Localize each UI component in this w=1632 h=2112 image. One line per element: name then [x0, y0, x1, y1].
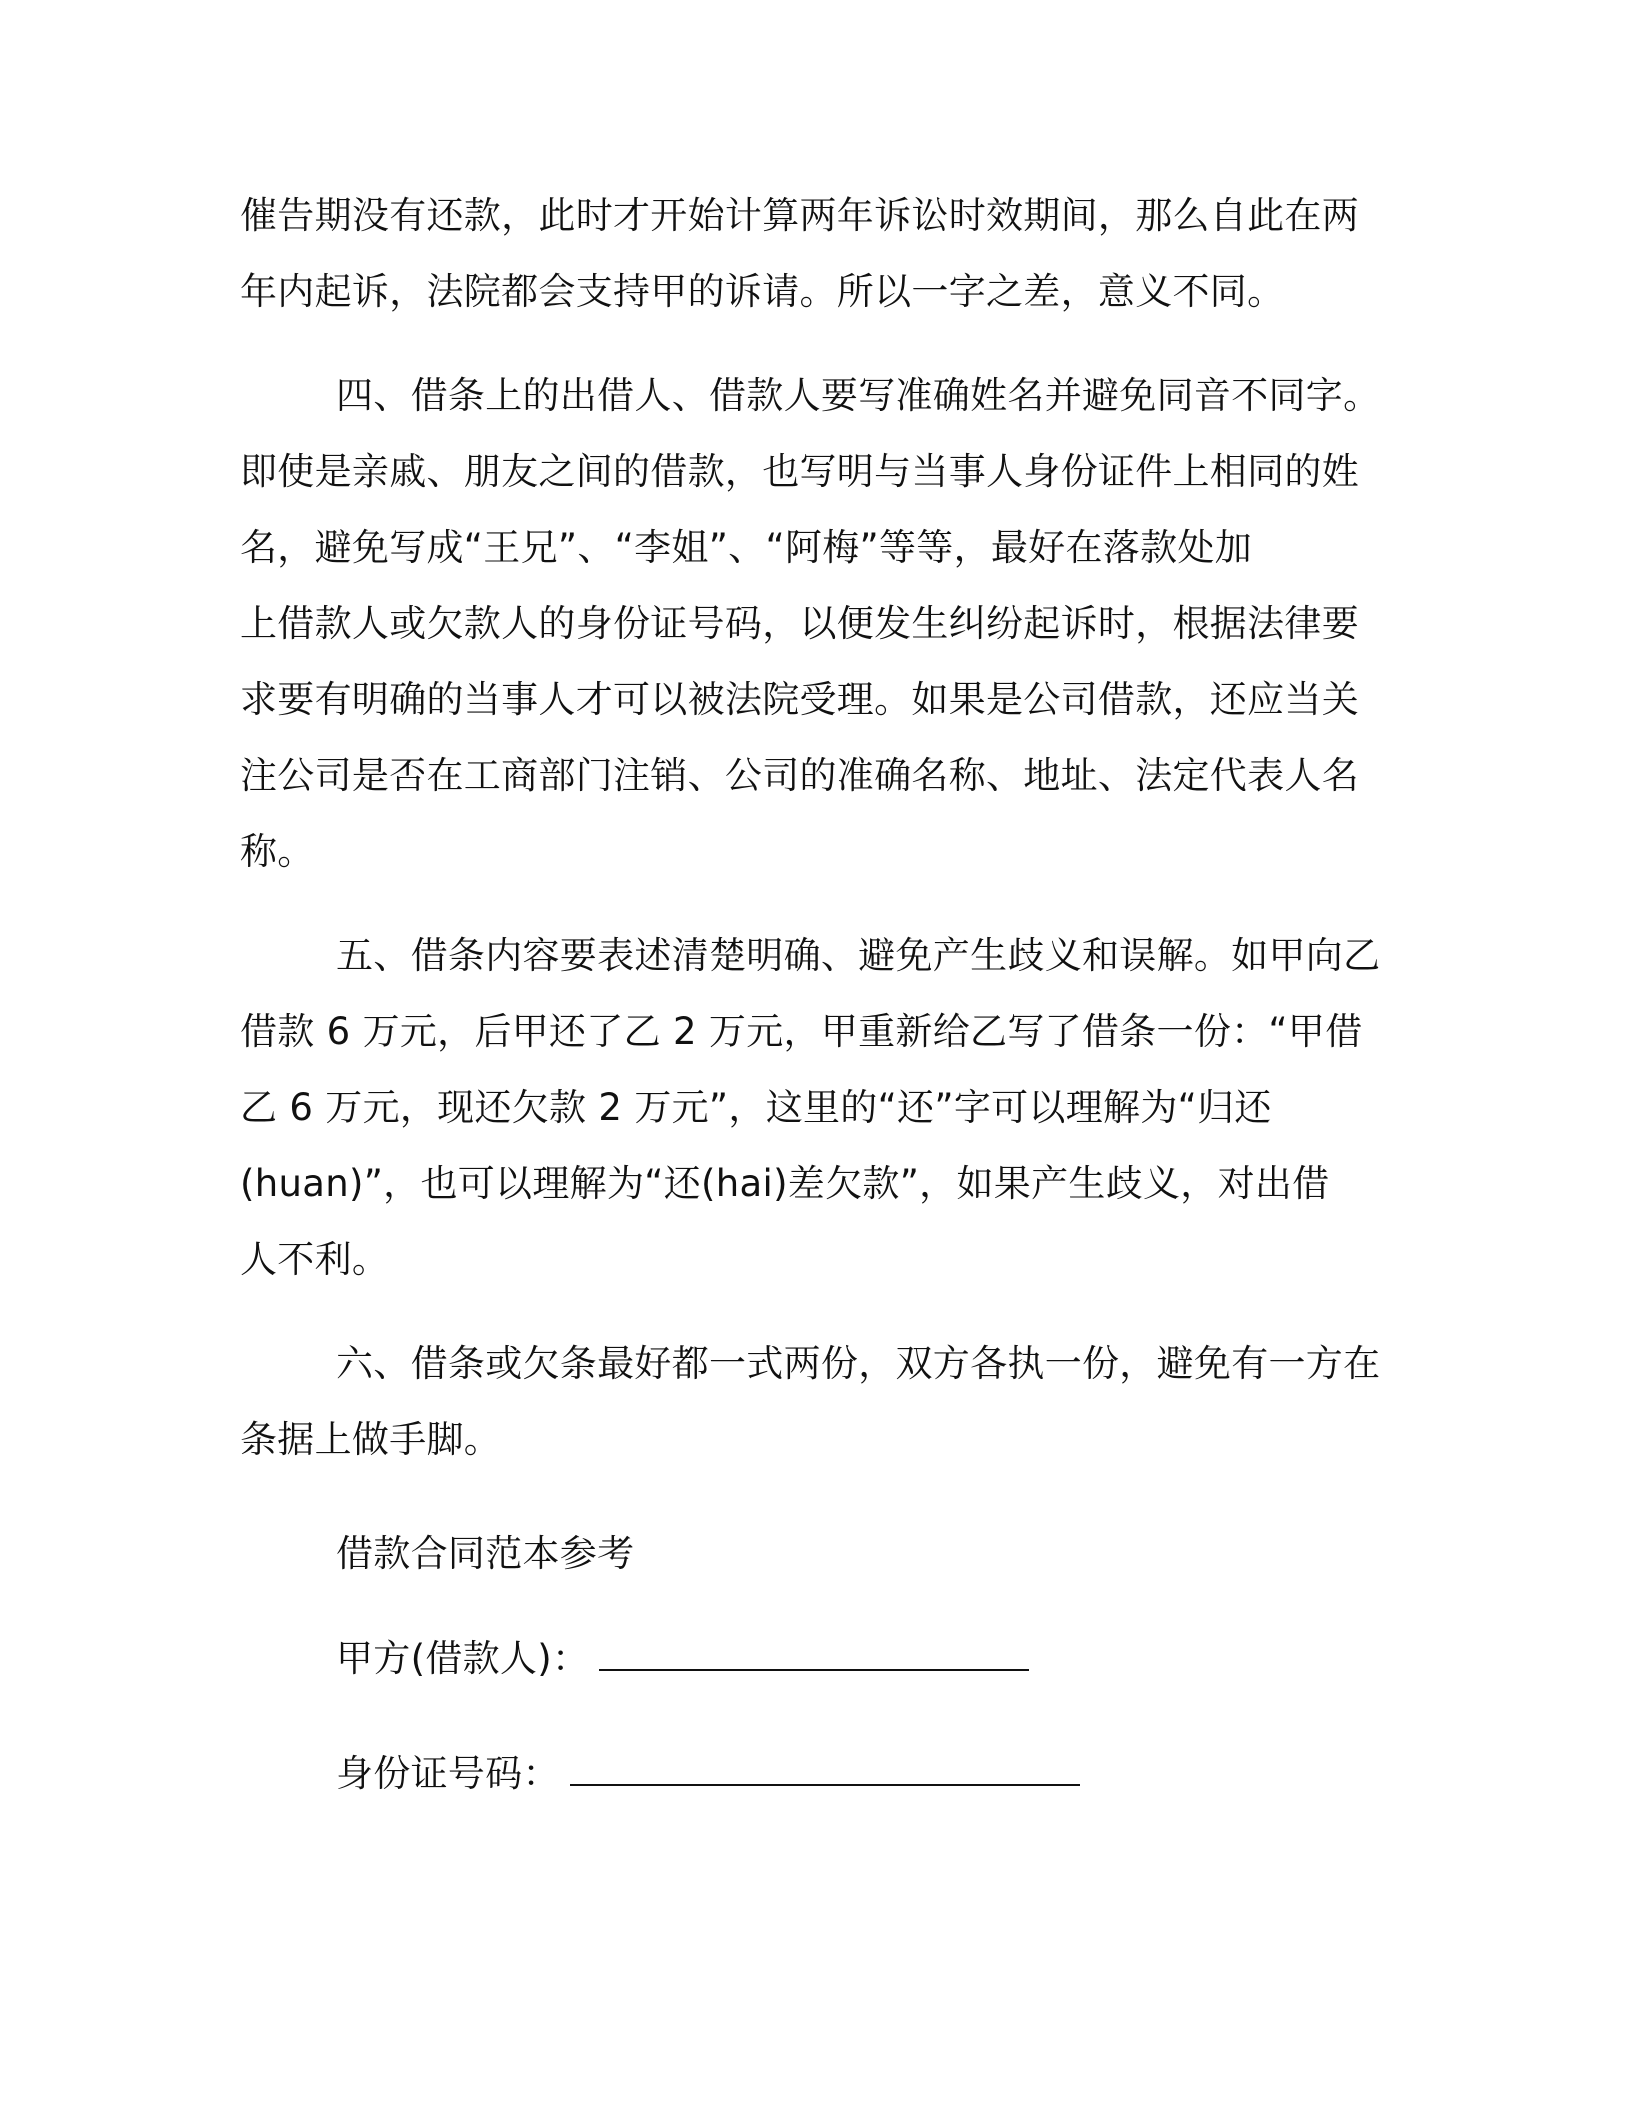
paragraph-6-line-2: 条据上做手脚。 — [240, 1418, 502, 1461]
contract-heading: 借款合同范本参考 — [336, 1532, 635, 1575]
paragraph-4-line-5: 求要有明确的当事人才可以被法院受理。如果是公司借款，还应当关 — [240, 678, 1359, 721]
paragraph-4-line-2: 即使是亲戚、朋友之间的借款，也写明与当事人身份证件上相同的姓 — [240, 450, 1359, 493]
paragraph-5-line-1: 五、借条内容要表述清楚明确、避免产生歧义和误解。如甲向乙 — [336, 934, 1381, 977]
paragraph-5-line-5: 人不利。 — [240, 1238, 390, 1281]
paragraph-6-line-1: 六、借条或欠条最好都一式两份，双方各执一份，避免有一方在 — [336, 1342, 1381, 1385]
paragraph-4-line-7: 称。 — [240, 830, 315, 873]
party-a-blank-line — [599, 1639, 1029, 1671]
paragraph-4-line-3: 名，避免写成“王兄”、“李姐”、“阿梅”等等，最好在落款处加 — [240, 526, 1253, 569]
paragraph-5-line-4: (huan)”，也可以理解为“还(hai)差欠款”，如果产生歧义，对出借 — [240, 1162, 1330, 1205]
id-number-row — [336, 1750, 1080, 1798]
paragraph-5-line-2: 借款 6 万元，后甲还了乙 2 万元，甲重新给乙写了借条一份：“甲借 — [240, 1010, 1363, 1053]
party-a-row — [336, 1635, 1029, 1683]
paragraph-3-line-2: 年内起诉，法院都会支持甲的诉请。所以一字之差，意义不同。 — [240, 270, 1285, 313]
id-number-blank-line — [570, 1754, 1080, 1786]
paragraph-3-line-1: 催告期没有还款，此时才开始计算两年诉讼时效期间，那么自此在两 — [240, 194, 1359, 237]
party-a-label: 甲方(借款人)： — [336, 1637, 590, 1680]
paragraph-5-line-3: 乙 6 万元，现还欠款 2 万元”，这里的“还”字可以理解为“归还 — [240, 1086, 1272, 1129]
paragraph-4-line-6: 注公司是否在工商部门注销、公司的准确名称、地址、法定代表人名 — [240, 754, 1359, 797]
paragraph-4-line-4: 上借款人或欠款人的身份证号码，以便发生纠纷起诉时，根据法律要 — [240, 602, 1359, 645]
paragraph-4-line-1: 四、借条上的出借人、借款人要写准确姓名并避免同音不同字。 — [336, 374, 1381, 417]
id-number-label: 身份证号码： — [336, 1752, 560, 1795]
